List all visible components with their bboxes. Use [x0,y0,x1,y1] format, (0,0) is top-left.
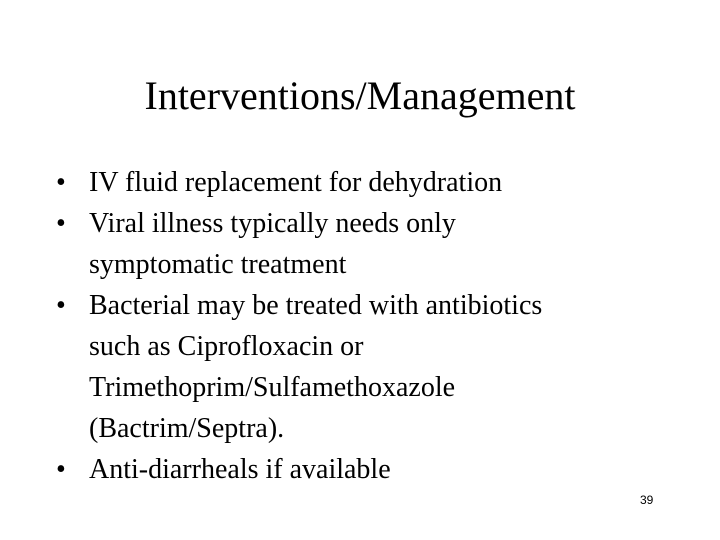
bullet-line: Bacterial may be treated with antibiotics [89,290,543,321]
bullet-line: (Bactrim/Septra). [89,413,285,444]
bullet-text [89,285,656,449]
bullet-item [56,285,656,449]
bullet-line: Viral illness typically needs only [89,208,456,239]
bullet-line: Anti-diarrheals if available [89,454,391,485]
bullet-item [56,162,656,203]
bullet-icon: • [56,290,66,321]
bullet-item [56,449,656,490]
bullet-text [89,162,656,203]
bullet-line: IV fluid replacement for dehydration [89,167,503,198]
bullet-item [56,203,656,285]
bullet-icon: • [56,454,66,485]
bullet-line: such as Ciprofloxacin or [89,331,364,362]
bullet-line: symptomatic treatment [89,249,347,280]
bullet-icon: • [56,208,66,239]
bullet-text [89,203,656,285]
slide-title: Interventions/Management [144,73,576,118]
page-number: 39 [640,493,654,507]
bullet-line: Trimethoprim/Sulfamethoxazole [89,372,456,403]
bullet-icon: • [56,167,66,198]
bullet-text [89,449,656,490]
bullet-list [56,162,656,490]
